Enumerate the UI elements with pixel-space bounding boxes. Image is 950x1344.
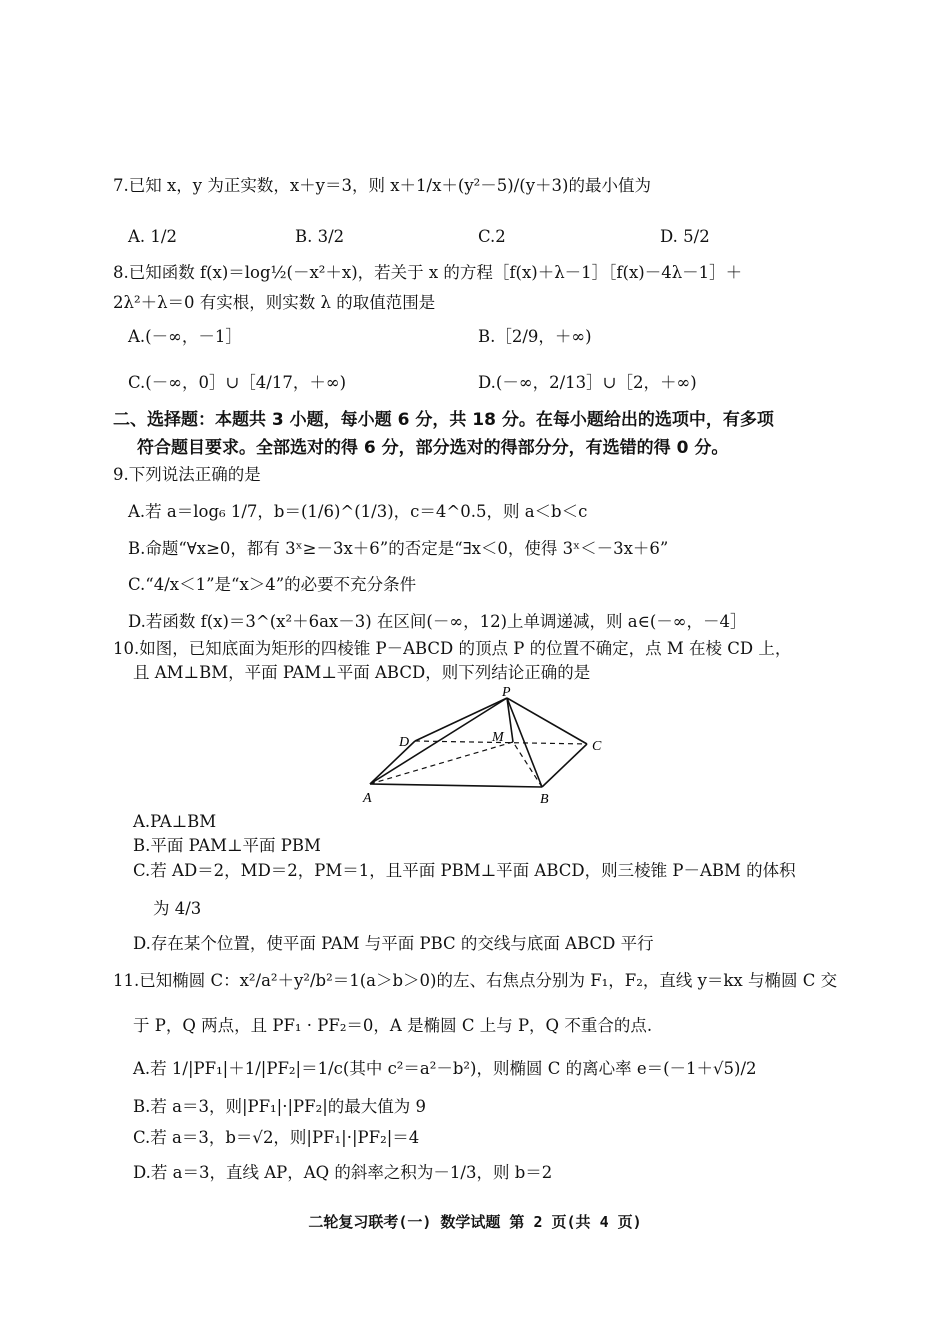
q9-option-d: D.若函数 f(x)＝3^(x²＋6ax－3) 在区间(－∞，12)上单调递减，则 a∈(－∞，－4］	[128, 612, 747, 631]
edge-pa	[370, 698, 507, 784]
label-b: B	[540, 792, 549, 807]
q11-option-c: C.若 a＝3，b＝√2，则|PF₁|·|PF₂|＝4	[133, 1128, 420, 1147]
q9-option-c: C.“4/x＜1”是“x＞4”的必要不充分条件	[128, 575, 417, 594]
q11-stem-line1: 11.已知椭圆 C：x²/a²＋y²/b²＝1(a＞b＞0)的左、右焦点分别为 F₁，F₂，直线 y＝kx 与椭圆 C 交	[113, 971, 838, 990]
q10-option-a: A.PA⊥BM	[133, 812, 217, 831]
q11-stem-line2: 于 P，Q 两点，且 PF₁ · PF₂＝0，A 是椭圆 C 上与 P，Q 不重合的点.	[133, 1016, 653, 1035]
q8-option-b: B.［2/9，＋∞)	[478, 327, 592, 346]
label-a: A	[363, 791, 372, 806]
q8-stem-line1: 8.已知函数 f(x)＝log½(－x²＋x)，若关于 x 的方程［f(x)＋λ－1］［f(x)－4λ－1］＋	[113, 263, 743, 282]
q7-option-c: C.2	[478, 227, 506, 246]
label-d: D	[399, 735, 410, 750]
edge-ab	[370, 784, 542, 787]
label-p: P	[502, 685, 511, 700]
q10-option-b: B.平面 PAM⊥平面 PBM	[133, 836, 321, 855]
pyramid-figure	[355, 684, 625, 808]
q8-option-a: A.(－∞，－1］	[128, 327, 242, 346]
q7-option-a: A. 1/2	[128, 227, 177, 246]
q9-stem: 9.下列说法正确的是	[113, 465, 261, 484]
q7-option-b: B. 3/2	[295, 227, 345, 246]
q8-option-c: C.(－∞，0］∪［4/17，＋∞)	[128, 373, 347, 392]
label-c: C	[592, 739, 602, 754]
edge-bc	[542, 744, 587, 787]
q10-option-c: C.若 AD＝2，MD＝2，PM＝1，且平面 PBM⊥平面 ABCD，则三棱锥 P－ABM 的体积	[133, 861, 796, 880]
edge-pc	[507, 698, 587, 744]
q11-option-d: D.若 a＝3，直线 AP，AQ 的斜率之积为－1/3，则 b＝2	[133, 1163, 553, 1182]
q11-option-b: B.若 a＝3，则|PF₁|·|PF₂|的最大值为 9	[133, 1097, 427, 1116]
q7-option-d: D. 5/2	[660, 227, 710, 246]
q10-stem-line2: 且 AM⊥BM，平面 PAM⊥平面 ABCD，则下列结论正确的是	[133, 663, 591, 682]
q9-option-a: A.若 a＝log₆ 1/7，b＝(1/6)^(1/3)，c＝4^0.5，则 a＜b＜c	[128, 502, 588, 521]
q9-option-b: B.命题“∀x≥0，都有 3ˣ≥－3x＋6”的否定是“∃x＜0，使得 3ˣ＜－3x＋6”	[128, 539, 669, 558]
q10-option-d: D.存在某个位置，使平面 PAM 与平面 PBC 的交线与底面 ABCD 平行	[133, 934, 654, 953]
section2-heading-line2: 符合题目要求。全部选对的得 6 分，部分选对的得部分分，有选错的得 0 分。	[137, 438, 729, 458]
page-footer: 二轮复习联考(一) 数学试题 第 2 页(共 4 页)	[308, 1213, 642, 1231]
q10-stem-line1: 10.如图，已知底面为矩形的四棱锥 P－ABCD 的顶点 P 的位置不确定，点 M 在棱 CD 上，	[113, 639, 792, 658]
q7-stem: 7.已知 x，y 为正实数，x＋y＝3，则 x＋1/x＋(y²－5)/(y＋3)的最小值为	[113, 176, 651, 195]
q8-option-d: D.(－∞，2/13］∪［2，＋∞)	[478, 373, 697, 392]
q8-stem-line2: 2λ²＋λ＝0 有实根，则实数 λ 的取值范围是	[113, 293, 436, 312]
label-m: M	[492, 730, 504, 745]
section2-heading-line1: 二、选择题：本题共 3 小题，每小题 6 分，共 18 分。在每小题给出的选项中，有多项	[113, 410, 774, 430]
q10-option-c-cont: 为 4/3	[153, 899, 202, 918]
q11-option-a: A.若 1/|PF₁|＋1/|PF₂|＝1/c(其中 c²＝a²－b²)，则椭圆 C 的离心率 e＝(－1＋√5)/2	[133, 1059, 757, 1078]
